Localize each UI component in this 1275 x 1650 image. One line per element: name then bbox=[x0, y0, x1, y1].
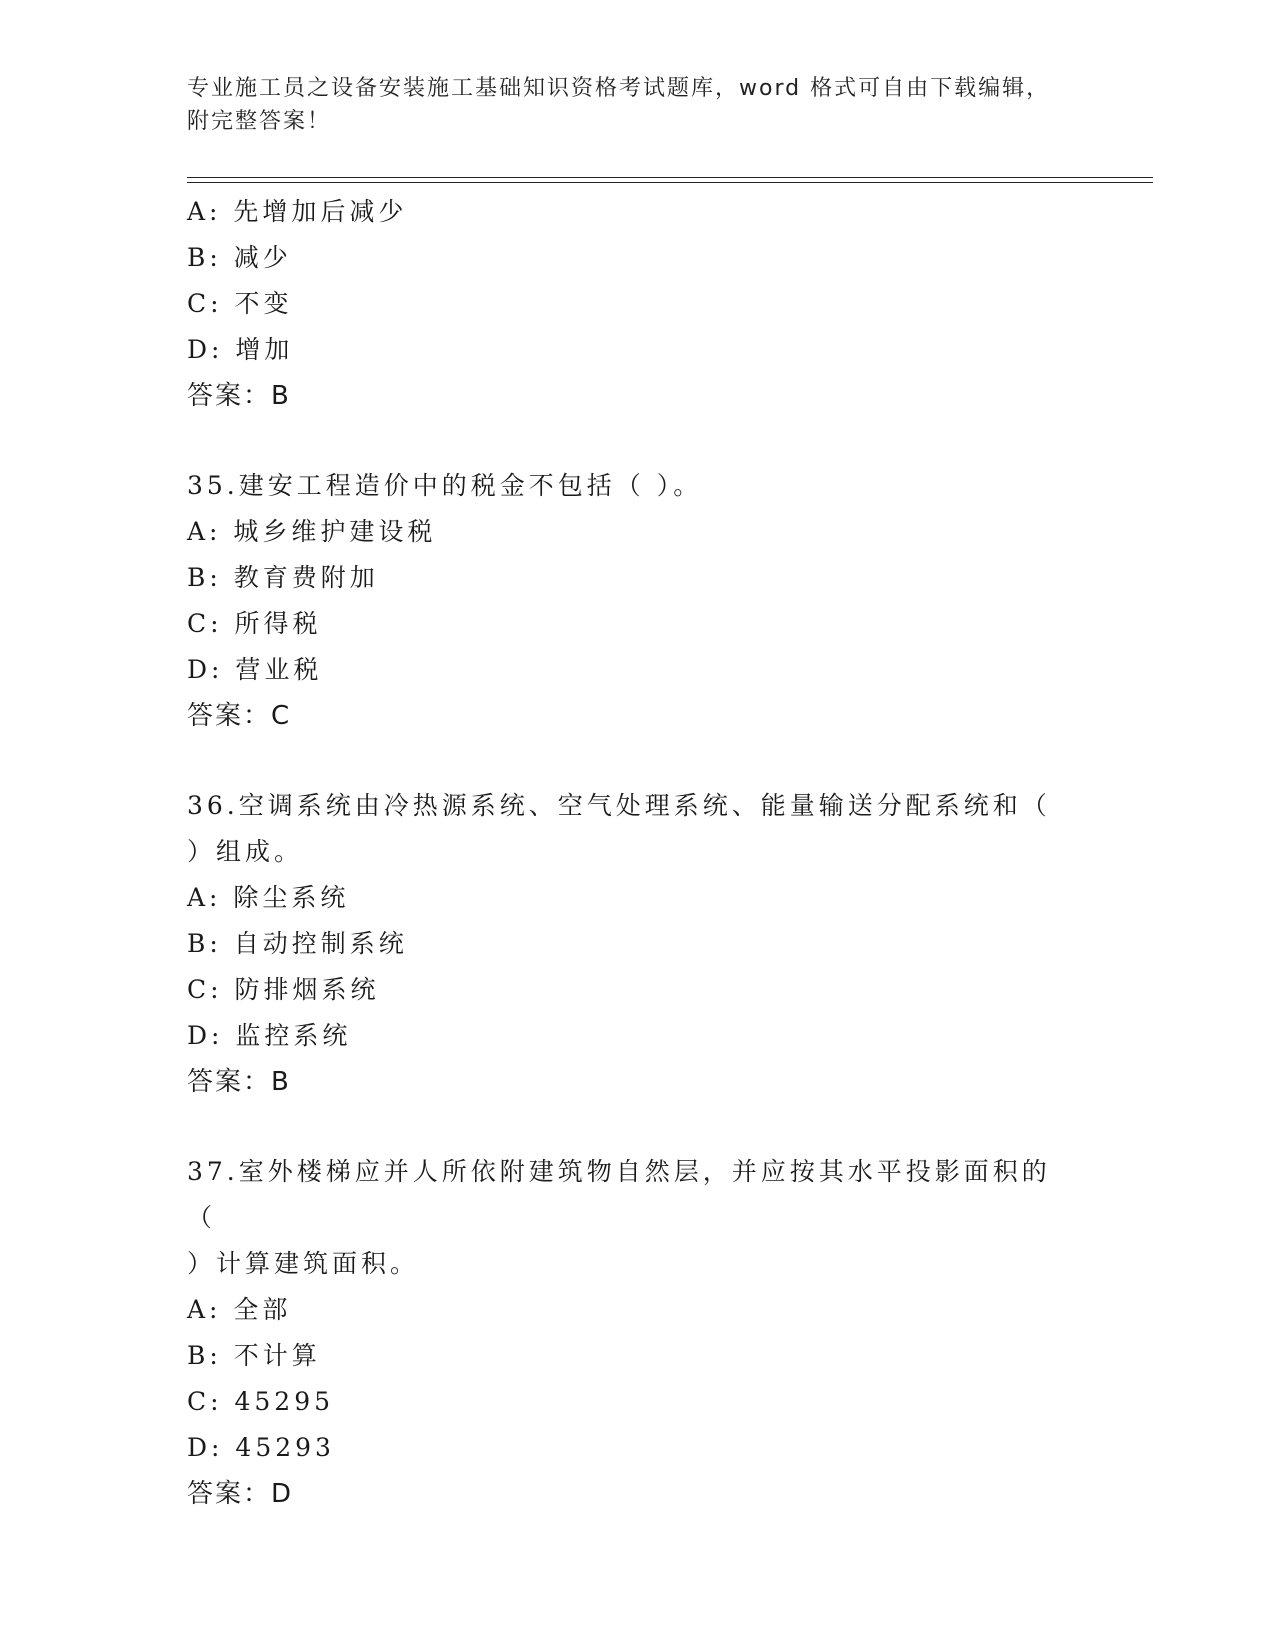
header-divider-bottom bbox=[187, 182, 1153, 183]
question-stem-line-1: 36.空调系统由冷热源系统、空气处理系统、能量输送分配系统和（ bbox=[187, 791, 1051, 820]
option-a: A: 先增加后减少 bbox=[187, 197, 408, 226]
option-c: C: 45295 bbox=[187, 1387, 335, 1416]
question-stem: 35.建安工程造价中的税金不包括（ ）。 bbox=[187, 471, 703, 500]
question-34 bbox=[187, 189, 1087, 419]
option-a: A: 城乡维护建设税 bbox=[187, 517, 437, 546]
header-line-2: 附完整答案！ bbox=[187, 109, 332, 134]
question-37 bbox=[187, 1149, 1087, 1517]
option-d: D: 45293 bbox=[187, 1433, 335, 1462]
question-stem-line-1: 37.室外楼梯应并人所依附建筑物自然层，并应按其水平投影面积的（ bbox=[187, 1157, 1051, 1232]
option-b: B: 不计算 bbox=[187, 1341, 321, 1370]
option-a: A: 除尘系统 bbox=[187, 883, 350, 912]
header-divider-top bbox=[187, 177, 1153, 178]
spacer bbox=[187, 739, 1087, 783]
question-35 bbox=[187, 463, 1087, 739]
answer: 答案：B bbox=[187, 1067, 291, 1097]
question-stem-line-2: ）计算建筑面积。 bbox=[187, 1249, 420, 1278]
option-c: C: 所得税 bbox=[187, 609, 322, 638]
answer: 答案：C bbox=[187, 701, 292, 731]
answer: 答案：D bbox=[187, 1479, 294, 1509]
spacer bbox=[187, 1105, 1087, 1149]
spacer bbox=[187, 419, 1087, 463]
option-c: C: 不变 bbox=[187, 289, 293, 318]
option-c: C: 防排烟系统 bbox=[187, 975, 380, 1004]
option-d: D: 增加 bbox=[187, 335, 294, 364]
answer: 答案：B bbox=[187, 381, 291, 411]
option-a: A: 全部 bbox=[187, 1295, 292, 1324]
question-list bbox=[187, 189, 1087, 1517]
option-d: D: 监控系统 bbox=[187, 1021, 352, 1050]
question-36 bbox=[187, 783, 1087, 1105]
header-line-1: 专业施工员之设备安装施工基础知识资格考试题库，word 格式可自由下载编辑， bbox=[187, 76, 1051, 101]
option-b: B: 减少 bbox=[187, 243, 292, 272]
document-header bbox=[187, 72, 1087, 138]
option-d: D: 营业税 bbox=[187, 655, 323, 684]
question-stem-line-2: ）组成。 bbox=[187, 837, 304, 866]
option-b: B: 教育费附加 bbox=[187, 563, 379, 592]
option-b: B: 自动控制系统 bbox=[187, 929, 408, 958]
